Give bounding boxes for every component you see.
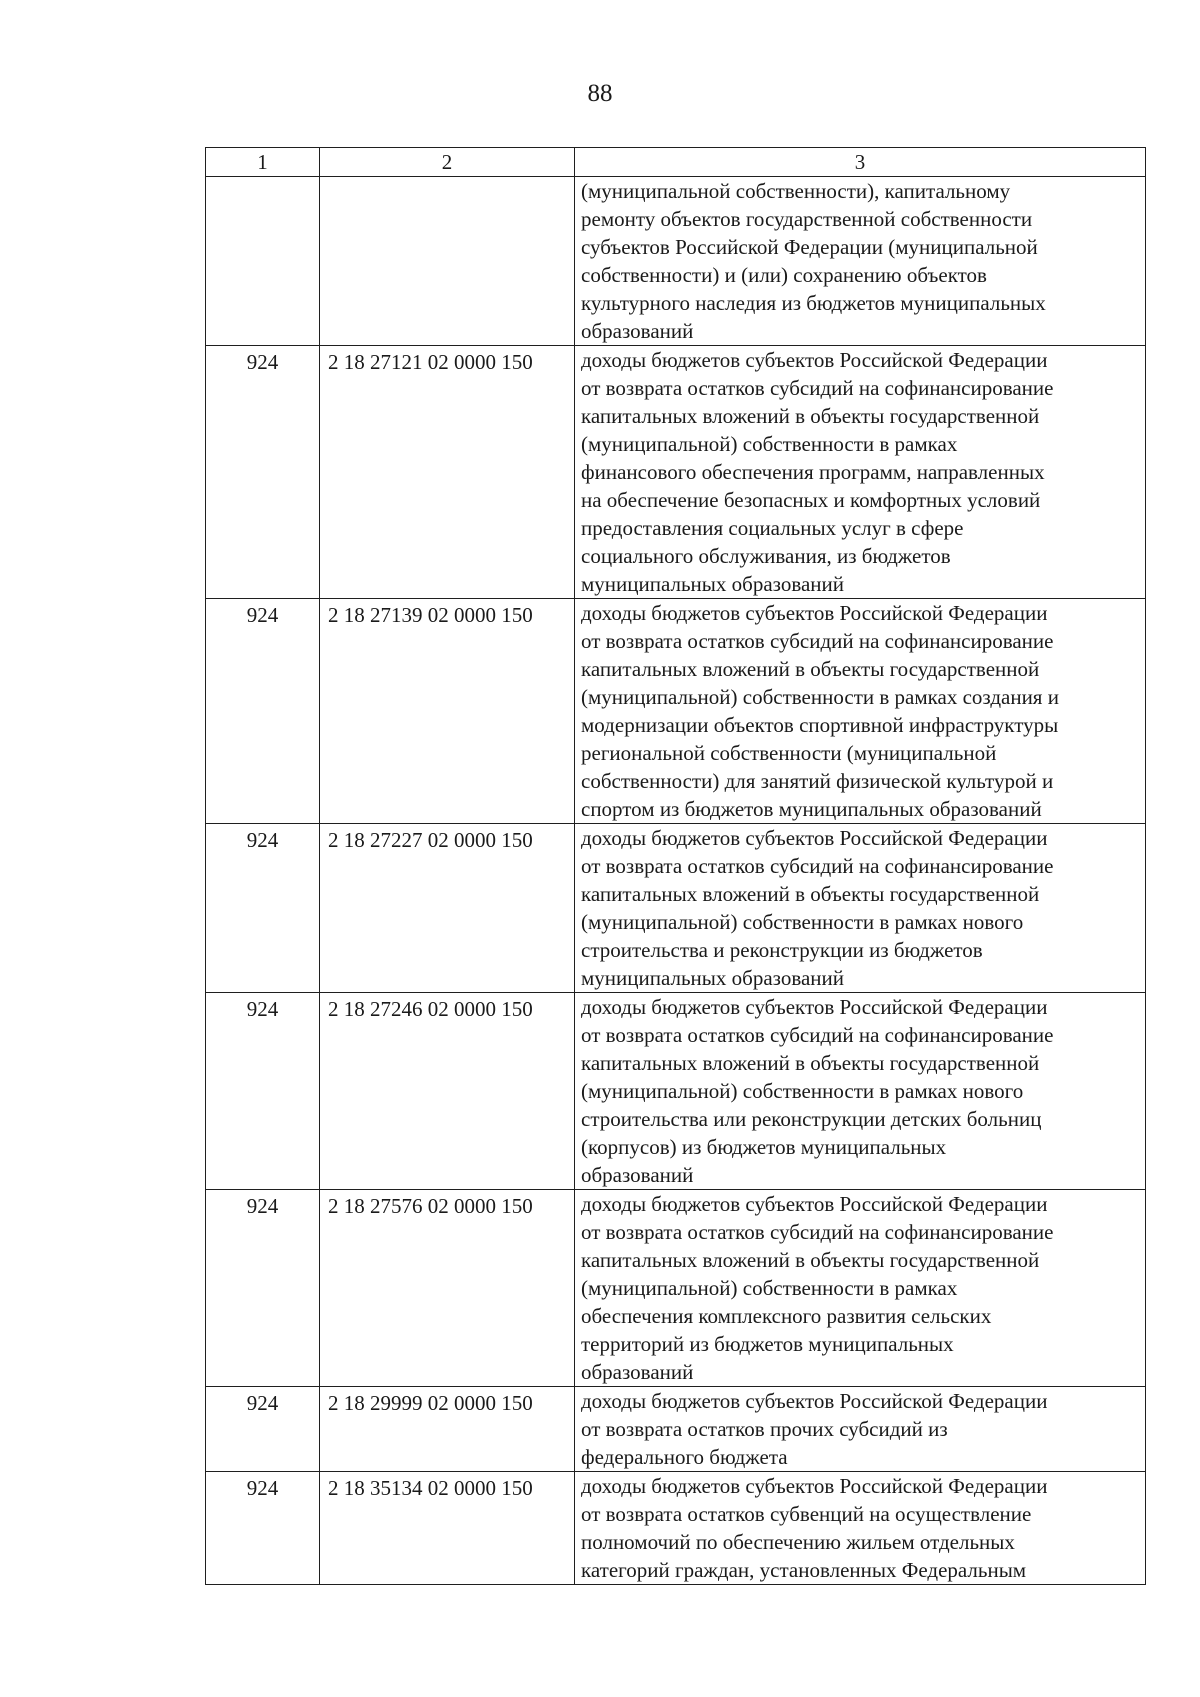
- budget-classification-code-cell: 2 18 27139 02 0000 150: [320, 599, 575, 824]
- admin-code-cell: 924: [206, 824, 320, 993]
- budget-classification-code-cell: [320, 177, 575, 346]
- revenue-description-cell: [575, 1472, 1146, 1585]
- revenue-description-text: доходы бюджетов субъектов Российской Федерации от возврата остатков субсидий на софинансирование капитальных вложений в объекты государственной (муниципальной) собственности в рамках обеспечения комплексного развития сельских территорий из бюджетов муниципальных образований: [581, 1192, 1054, 1384]
- column-header-1: 1: [206, 148, 320, 177]
- table-header-row: [206, 148, 1146, 177]
- admin-code-cell: 924: [206, 599, 320, 824]
- revenue-description-text: доходы бюджетов субъектов Российской Федерации от возврата остатков субсидий на софинансирование капитальных вложений в объекты государственной (муниципальной) собственности в рамках нового строительства и реконструкции из бюджетов муниципальных образований: [581, 826, 1054, 990]
- column-header-2: 2: [320, 148, 575, 177]
- revenue-description-text: доходы бюджетов субъектов Российской Федерации от возврата остатков субсидий на софинансирование капитальных вложений в объекты государственной (муниципальной) собственности в рамках нового строительства или реконструкции детских больниц (корпусов) из бюджетов муниципальных образований: [581, 995, 1054, 1187]
- table-row: [206, 993, 1146, 1190]
- admin-code-cell: 924: [206, 1472, 320, 1585]
- table-row: [206, 824, 1146, 993]
- budget-classification-code-cell: 2 18 27246 02 0000 150: [320, 993, 575, 1190]
- revenue-description-cell: [575, 346, 1146, 599]
- revenue-description-cell: [575, 177, 1146, 346]
- revenue-description-text: (муниципальной собственности), капитальному ремонту объектов государственной собственности субъектов Российской Федерации (муниципальной собственности) и (или) сохранению объектов культурного наследия из бюджетов муниципальных образований: [581, 179, 1046, 343]
- page-number: 88: [587, 80, 613, 107]
- budget-classification-code-cell: 2 18 35134 02 0000 150: [320, 1472, 575, 1585]
- admin-code-cell: [206, 177, 320, 346]
- column-header-3: 3: [575, 148, 1146, 177]
- budget-classification-code-cell: 2 18 27121 02 0000 150: [320, 346, 575, 599]
- revenue-description-text: доходы бюджетов субъектов Российской Федерации от возврата остатков субвенций на осуществление полномочий по обеспечению жильем отдельных категорий граждан, установленных Федеральным: [581, 1474, 1048, 1582]
- budget-classification-code-cell: 2 18 29999 02 0000 150: [320, 1387, 575, 1472]
- revenue-description-cell: [575, 599, 1146, 824]
- table-row: [206, 1472, 1146, 1585]
- revenue-description-cell: [575, 1387, 1146, 1472]
- revenue-description-cell: [575, 993, 1146, 1190]
- revenue-description-cell: [575, 824, 1146, 993]
- table-row: [206, 177, 1146, 346]
- admin-code-cell: 924: [206, 1190, 320, 1387]
- admin-code-cell: 924: [206, 993, 320, 1190]
- revenue-description-text: доходы бюджетов субъектов Российской Федерации от возврата остатков прочих субсидий из федерального бюджета: [581, 1389, 1048, 1469]
- admin-code-cell: 924: [206, 346, 320, 599]
- table-row: [206, 346, 1146, 599]
- budget-classification-code-cell: 2 18 27227 02 0000 150: [320, 824, 575, 993]
- revenue-description-text: доходы бюджетов субъектов Российской Федерации от возврата остатков субсидий на софинансирование капитальных вложений в объекты государственной (муниципальной) собственности в рамках финансового обеспечения программ, направленных на обеспечение безопасных и комфортных условий предоставления социальных услуг в сфере социального обслуживания, из бюджетов муниципальных образований: [581, 348, 1054, 596]
- table-row: [206, 599, 1146, 824]
- revenue-codes-table: [205, 147, 1146, 1585]
- revenue-description-cell: [575, 1190, 1146, 1387]
- table-row: [206, 1190, 1146, 1387]
- budget-classification-code-cell: 2 18 27576 02 0000 150: [320, 1190, 575, 1387]
- revenue-description-text: доходы бюджетов субъектов Российской Федерации от возврата остатков субсидий на софинансирование капитальных вложений в объекты государственной (муниципальной) собственности в рамках создания и модернизации объектов спортивной инфраструктуры региональной собственности (муниципальной собственности) для занятий физической культурой и спортом из бюджетов муниципальных образований: [581, 601, 1059, 821]
- table-row: [206, 1387, 1146, 1472]
- admin-code-cell: 924: [206, 1387, 320, 1472]
